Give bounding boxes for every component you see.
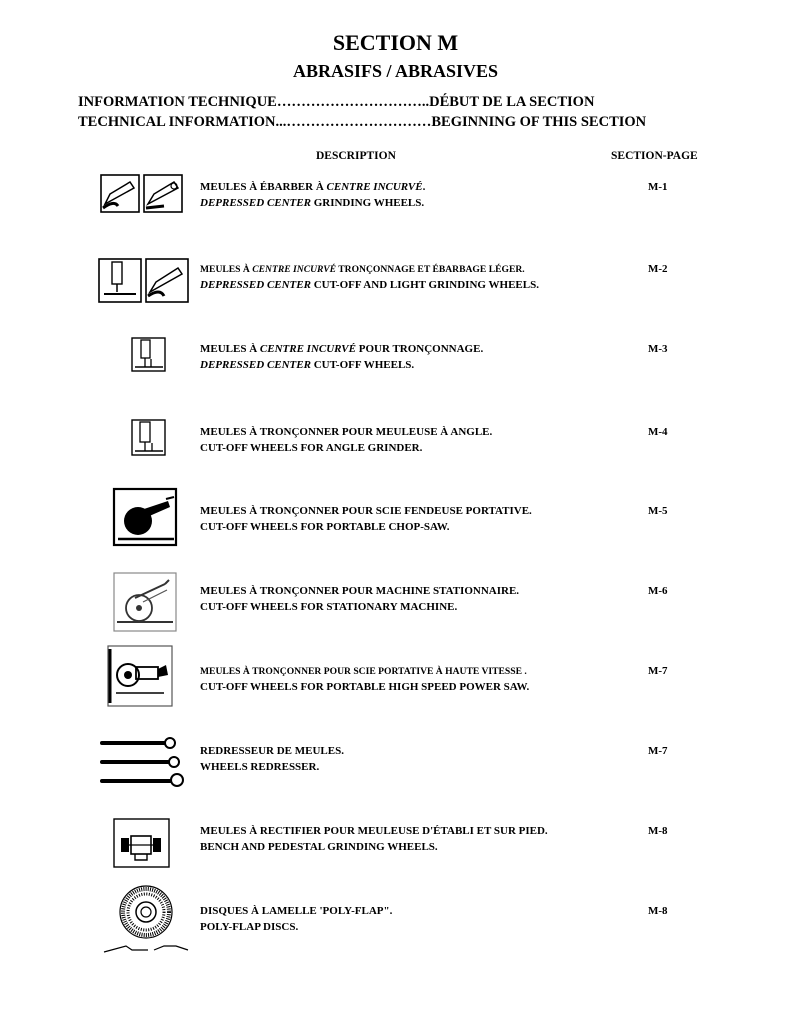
item-fr: MEULES À TRONÇONNER POUR MACHINE STATIONNAIRE. xyxy=(200,585,520,597)
item-page: M-4 xyxy=(648,426,668,438)
flap-disc-icon xyxy=(102,884,192,960)
item-en: DEPRESSED CENTER GRINDING WHEELS. xyxy=(200,197,425,209)
item-en: POLY-FLAP DISCS. xyxy=(200,921,299,933)
item-page: M-6 xyxy=(648,585,668,597)
item-fr: MEULES À RECTIFIER POUR MEULEUSE D'ÉTABLI ET SUR PIED. xyxy=(200,825,548,837)
item-en: DEPRESSED CENTER CUT-OFF WHEELS. xyxy=(200,359,415,371)
item-page: M-3 xyxy=(648,343,668,355)
item-fr: MEULES À TRONÇONNER POUR SCIE PORTATIVE À HAUTE VITESSE . xyxy=(200,666,527,677)
item-page: M-1 xyxy=(648,181,668,193)
item-fr: DISQUES À LAMELLE 'POLY-FLAP". xyxy=(200,905,393,917)
item-page: M-7 xyxy=(648,745,668,757)
bench-grinder-icon xyxy=(113,818,171,870)
column-section-page: SECTION-PAGE xyxy=(611,150,698,162)
item-page: M-7 xyxy=(648,665,668,677)
item-en: CUT-OFF WHEELS FOR ANGLE GRINDER. xyxy=(200,442,423,454)
item-fr: MEULES À CENTRE INCURVÉ POUR TRONÇONNAGE. xyxy=(200,343,484,355)
wheel-dresser-icon xyxy=(98,735,186,789)
item-en: BENCH AND PEDESTAL GRINDING WHEELS. xyxy=(200,841,438,853)
item-en: CUT-OFF WHEELS FOR PORTABLE CHOP-SAW. xyxy=(200,521,450,533)
stationary-machine-icon xyxy=(113,572,179,634)
page-title: SECTION M xyxy=(332,30,459,55)
chop-saw-icon xyxy=(112,487,180,549)
item-en: WHEELS REDRESSER. xyxy=(200,761,320,773)
item-page: M-8 xyxy=(648,905,668,917)
item-fr: MEULES À TRONÇONNER POUR MEULEUSE À ANGLE. xyxy=(200,426,493,438)
item-page: M-8 xyxy=(648,825,668,837)
item-fr: MEULES À ÉBARBER À CENTRE INCURVÉ. xyxy=(200,181,426,193)
cutoff-grinder-icon xyxy=(131,337,167,373)
item-fr: MEULES À CENTRE INCURVÉ TRONÇONNAGE ET ÉBARBAGE LÉGER. xyxy=(200,264,525,275)
page-subtitle: ABRASIFS / ABRASIVES xyxy=(292,61,499,81)
power-saw-icon xyxy=(106,645,174,709)
item-fr: MEULES À TRONÇONNER POUR SCIE FENDEUSE PORTATIVE. xyxy=(200,505,532,517)
item-fr: REDRESSEUR DE MEULES. xyxy=(200,745,344,757)
item-en: CUT-OFF WHEELS FOR PORTABLE HIGH SPEED POWER SAW. xyxy=(200,681,530,693)
cutoff-grinder-pair-icon xyxy=(98,258,190,304)
item-en: CUT-OFF WHEELS FOR STATIONARY MACHINE. xyxy=(200,601,458,613)
info-fr: INFORMATION TECHNIQUE…………………………..DÉBUT DE LA SECTION xyxy=(78,94,595,110)
angle-grinder-pair-icon xyxy=(100,174,184,214)
item-page: M-5 xyxy=(648,505,668,517)
info-en: TECHNICAL INFORMATION...…………………………BEGINNING OF THIS SECTION xyxy=(78,114,647,130)
angle-grinder-cutoff-icon xyxy=(131,419,167,457)
item-page: M-2 xyxy=(648,263,668,275)
column-description: DESCRIPTION xyxy=(316,150,396,162)
item-en: DEPRESSED CENTER CUT-OFF AND LIGHT GRINDING WHEELS. xyxy=(200,279,539,291)
